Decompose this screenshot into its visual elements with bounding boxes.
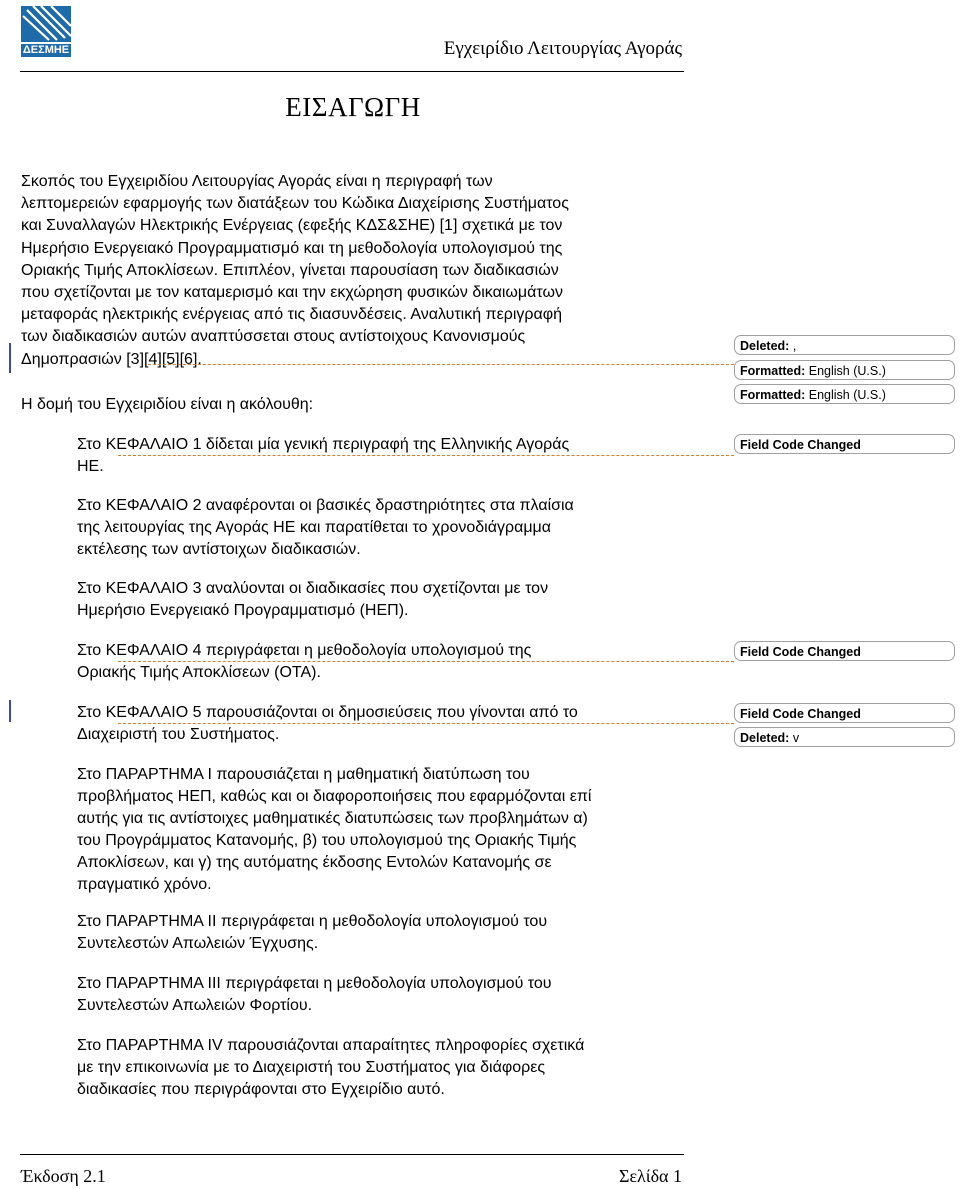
item-line: προβλήματος ΗΕΠ, καθώς και οι διαφοροποιήσεις που εφαρμόζονται επί bbox=[77, 788, 592, 805]
item-line: Στο ΚΕΦΑΛΑΙΟ 2 αναφέρονται οι βασικές δραστηριότητες στα πλαίσια bbox=[77, 497, 574, 514]
item-line: Συντελεστών Απωλειών Έγχυσης. bbox=[77, 935, 319, 952]
intro-line-last: Δημοπρασιών [3][4][5][6]. bbox=[21, 350, 202, 368]
item-line: διαδικασίες που περιγράφονται στο Εγχειρίδιο αυτό. bbox=[77, 1081, 445, 1098]
revision-balloon[interactable] bbox=[734, 641, 955, 661]
revision-balloon[interactable] bbox=[734, 384, 955, 404]
revision-balloon[interactable] bbox=[734, 703, 955, 723]
item-line: Στο ΚΕΦΑΛΑΙΟ 5 παρουσιάζονται οι δημοσιεύσεις που γίνονται από το bbox=[77, 704, 578, 721]
balloon-kind: Deleted: bbox=[740, 731, 790, 745]
list-item bbox=[77, 702, 684, 746]
logo-graphic bbox=[21, 6, 71, 42]
balloon-detail: , bbox=[792, 339, 797, 353]
intro-line: και Συναλλαγών Ηλεκτρικής Ενέργειας (εφεξής ΚΔΣ&ΣΗΕ) [1] σχετικά με τον bbox=[21, 217, 563, 235]
item-line: Διαχειριστή του Συστήματος. bbox=[77, 726, 280, 743]
list-item bbox=[77, 973, 684, 1017]
item-line: Οριακής Τιμής Αποκλίσεων (ΟΤΑ). bbox=[77, 664, 321, 681]
list-item bbox=[77, 434, 684, 478]
balloon-kind: Field Code Changed bbox=[740, 645, 861, 659]
item-line: Στο ΠΑΡΑΡΤΗΜΑ Ι παρουσιάζεται η μαθηματική διατύπωση του bbox=[77, 766, 530, 783]
balloon-kind: Formatted: bbox=[740, 388, 806, 402]
balloon-kind: Field Code Changed bbox=[740, 438, 861, 452]
intro-line: Οριακής Τιμής Αποκλίσεων. Επιπλέον, γίνεται παρουσίαση των διαδικασιών bbox=[21, 261, 559, 279]
section-title: ΕΙΣΑΓΩΓΗ bbox=[285, 92, 421, 122]
intro-line: Ημερήσιο Ενεργειακό Προγραμματισμό και τη μεθοδολογία υπολογισμού της bbox=[21, 239, 563, 257]
balloon-kind: Deleted: bbox=[740, 339, 790, 353]
intro-line: μεταφοράς ηλεκτρικής ενέργειας από τις διασυνδέσεις. Αναλυτική περιγραφή bbox=[21, 306, 562, 324]
item-line: εκτέλεσης των αντίστοιχων διαδικασιών. bbox=[77, 541, 361, 558]
item-line: Συντελεστών Απωλειών Φορτίου. bbox=[77, 997, 313, 1014]
document-header-title: Εγχειρίδιο Λειτουργίας Αγοράς bbox=[443, 38, 682, 59]
balloon-connector bbox=[148, 364, 734, 365]
item-line: του Προγράμματος Κατανομής, β) του υπολογισμού της Οριακής Τιμής bbox=[77, 832, 577, 849]
header-rule bbox=[20, 71, 684, 72]
item-line: Στο ΠΑΡΑΡΤΗΜΑ ΙΙ περιγράφεται η μεθοδολογία υπολογισμού του bbox=[77, 913, 548, 930]
item-line: Στο ΠΑΡΑΡΤΗΜΑ ΙΙΙ περιγράφεται η μεθοδολογία υπολογισμού του bbox=[77, 975, 552, 992]
intro-line: Σκοπός του Εγχειριδίου Λειτουργίας Αγοράς είναι η περιγραφή των bbox=[21, 173, 493, 190]
change-bar bbox=[9, 700, 11, 722]
balloon-connector bbox=[118, 455, 734, 456]
list-item bbox=[77, 764, 684, 896]
desmie-logo bbox=[21, 6, 71, 56]
list-item bbox=[77, 578, 684, 622]
item-line: Αποκλίσεων, και γ) της αυτόματης έκδοσης Εντολών Κατανομής σε bbox=[77, 854, 552, 871]
intro-line: λεπτομερειών εφαρμογής των διατάξεων του Κώδικα Διαχείρισης Συστήματος bbox=[21, 195, 569, 213]
revision-balloon[interactable] bbox=[734, 434, 955, 454]
list-item bbox=[77, 911, 684, 955]
intro-line: των διαδικασιών αυτών αναπτύσσεται στους αντίστοιχους Κανονισμούς bbox=[21, 328, 526, 346]
change-bar bbox=[9, 343, 11, 373]
revision-balloon[interactable] bbox=[734, 360, 955, 380]
balloon-kind: Field Code Changed bbox=[740, 707, 861, 721]
list-item bbox=[77, 495, 684, 561]
logo-text: ΔΕΣΜΗΕ bbox=[22, 44, 70, 56]
structure-sentence: Η δομή του Εγχειριδίου είναι η ακόλουθη: bbox=[21, 396, 314, 413]
item-line: με την επικοινωνία με το Διαχειριστή του Συστήματος για διάφορες bbox=[77, 1059, 546, 1076]
balloon-detail: English (U.S.) bbox=[808, 388, 886, 402]
list-item bbox=[77, 640, 684, 684]
list-item bbox=[77, 1035, 684, 1101]
item-line: αυτής για τις αντίστοιχες μαθηματικές διατυπώσεις των προβλημάτων α) bbox=[77, 810, 588, 827]
balloon-detail: English (U.S.) bbox=[808, 364, 886, 378]
balloon-connector bbox=[118, 661, 734, 662]
intro-paragraph bbox=[21, 171, 685, 371]
footer-edition: Έκδοση 2.1 bbox=[21, 1166, 106, 1186]
balloon-detail: v bbox=[792, 731, 800, 745]
item-line: πραγματικό χρόνο. bbox=[77, 876, 212, 893]
item-line: ΗΕ. bbox=[77, 458, 104, 475]
item-line: Στο ΠΑΡΑΡΤΗΜΑ IV παρουσιάζονται απαραίτητες πληροφορίες σχετικά bbox=[77, 1037, 585, 1054]
revision-balloon[interactable] bbox=[734, 335, 955, 355]
item-line: Στο ΚΕΦΑΛΑΙΟ 1 δίδεται μία γενική περιγραφή της Ελληνικής Αγοράς bbox=[77, 436, 570, 453]
balloon-connector bbox=[118, 723, 734, 724]
intro-line: που σχετίζονται με τον καταμερισμό και την εκχώρηση φυσικών δικαιωμάτων bbox=[21, 284, 563, 302]
item-line: Στο ΚΕΦΑΛΑΙΟ 3 αναλύονται οι διαδικασίες που σχετίζονται με τον bbox=[77, 580, 549, 597]
footer-rule bbox=[20, 1154, 684, 1155]
balloon-kind: Formatted: bbox=[740, 364, 806, 378]
item-line: της λειτουργίας της Αγοράς ΗΕ και παρατίθεται το χρονοδιάγραμμα bbox=[77, 519, 552, 536]
revision-balloon[interactable] bbox=[734, 727, 955, 747]
item-line: Ημερήσιο Ενεργειακό Προγραμματισμό (ΗΕΠ). bbox=[77, 602, 409, 619]
footer-page-number: Σελίδα 1 bbox=[618, 1166, 682, 1186]
item-line: Στο ΚΕΦΑΛΑΙΟ 4 περιγράφεται η μεθοδολογία υπολογισμού της bbox=[77, 642, 532, 659]
